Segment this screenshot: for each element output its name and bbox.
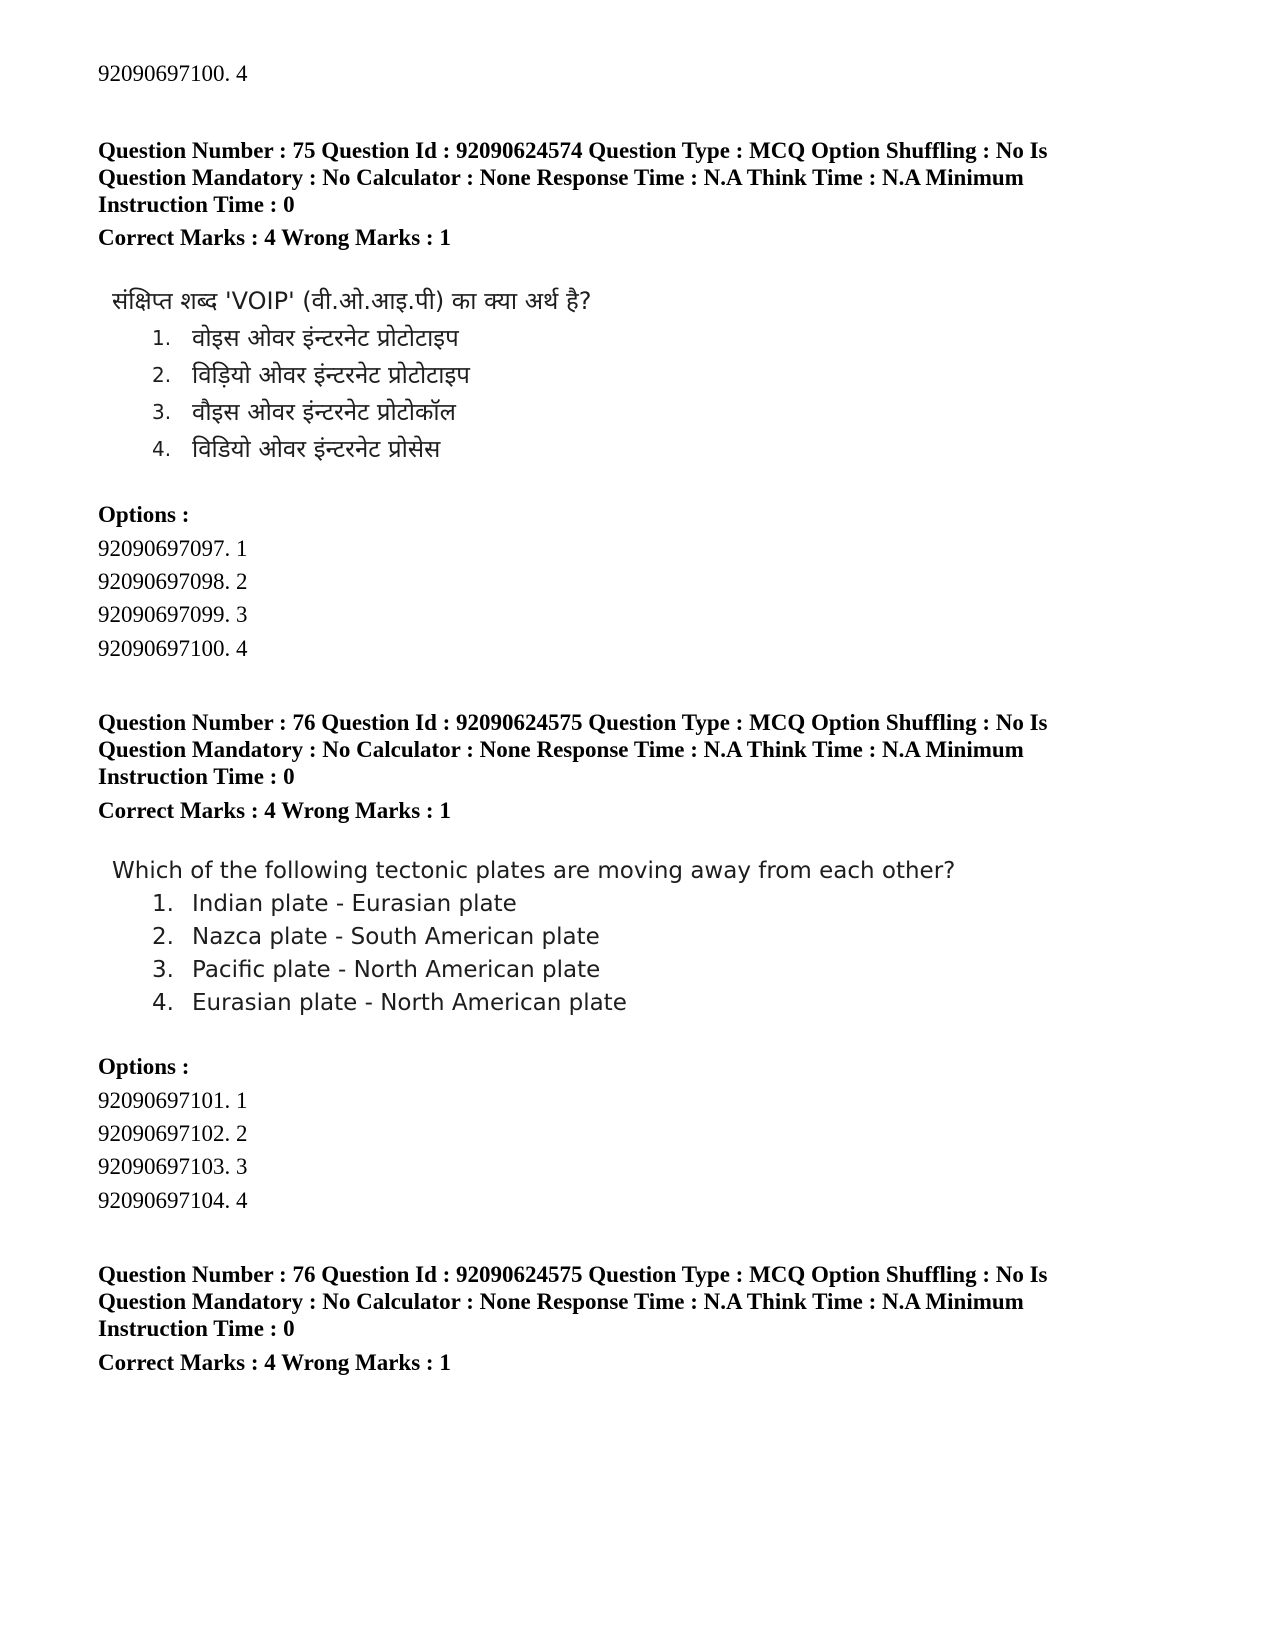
option-line: 92090697101. 1 <box>98 1088 248 1113</box>
option-line: 92090697098. 2 <box>98 569 248 594</box>
question-meta-line: Question Mandatory : No Calculator : None Response Time : N.A Think Time : N.A Minimum <box>98 737 1024 762</box>
choice-item <box>152 357 591 394</box>
choice-number: 1. <box>152 326 172 350</box>
choice-item <box>152 394 591 431</box>
choice-item <box>152 954 955 987</box>
choice-item <box>152 921 955 954</box>
question-meta-line: Question Number : 76 Question Id : 92090624575 Question Type : MCQ Option Shuffling : No Is <box>98 1262 1048 1287</box>
choice-text: वौइस ओवर इंन्टरनेट प्रोटोकॉल <box>192 398 456 426</box>
choice-number: 3. <box>152 957 174 983</box>
options-label: Options : <box>98 1054 190 1079</box>
choice-number: 3. <box>152 400 172 424</box>
choice-item <box>152 888 955 921</box>
question-meta-line: Question Mandatory : No Calculator : None Response Time : N.A Think Time : N.A Minimum <box>98 1289 1024 1314</box>
question-stem: Which of the following tectonic plates are moving away from each other? <box>112 858 956 884</box>
choice-text: Nazca plate - South American plate <box>192 924 600 950</box>
choice-number: 2. <box>152 924 174 950</box>
option-line: 92090697100. 4 <box>98 636 248 661</box>
choice-text: Pacific plate - North American plate <box>192 957 601 983</box>
choice-item <box>152 987 955 1020</box>
choice-text: विड़ियो ओवर इंन्टरनेट प्रोटोटाइप <box>192 361 470 389</box>
option-line: 92090697103. 3 <box>98 1154 248 1179</box>
choice-item <box>152 320 591 357</box>
question-marks: Correct Marks : 4 Wrong Marks : 1 <box>98 1350 451 1375</box>
question-marks: Correct Marks : 4 Wrong Marks : 1 <box>98 225 451 250</box>
choice-text: Indian plate - Eurasian plate <box>192 891 517 917</box>
choice-item <box>152 431 591 468</box>
option-line: 92090697100. 4 <box>98 61 248 86</box>
choice-number: 4. <box>152 437 172 461</box>
choice-number: 1. <box>152 891 174 917</box>
choice-text: विडियो ओवर इंन्टरनेट प्रोसेस <box>192 435 441 463</box>
choice-number: 4. <box>152 990 174 1016</box>
options-label: Options : <box>98 502 190 527</box>
question-meta-line: Question Number : 75 Question Id : 92090624574 Question Type : MCQ Option Shuffling : No Is <box>98 138 1048 163</box>
question-image <box>112 283 591 468</box>
question-meta-line: Question Mandatory : No Calculator : None Response Time : N.A Think Time : N.A Minimum <box>98 165 1024 190</box>
option-line: 92090697102. 2 <box>98 1121 248 1146</box>
option-line: 92090697097. 1 <box>98 536 248 561</box>
question-meta-line: Instruction Time : 0 <box>98 192 295 217</box>
question-meta-line: Instruction Time : 0 <box>98 1316 295 1341</box>
question-stem: संक्षिप्त शब्द 'VOIP' (वी.ओ.आइ.पी) का क्या अर्थ है? <box>112 287 592 315</box>
choice-number: 2. <box>152 363 172 387</box>
choice-text: वोइस ओवर इंन्टरनेट प्रोटोटाइप <box>192 324 459 352</box>
question-image <box>112 854 955 1020</box>
question-meta-line: Instruction Time : 0 <box>98 764 295 789</box>
option-line: 92090697099. 3 <box>98 602 248 627</box>
question-meta-line: Question Number : 76 Question Id : 92090624575 Question Type : MCQ Option Shuffling : No Is <box>98 710 1048 735</box>
question-marks: Correct Marks : 4 Wrong Marks : 1 <box>98 798 451 823</box>
option-line: 92090697104. 4 <box>98 1188 248 1213</box>
choice-text: Eurasian plate - North American plate <box>192 990 627 1016</box>
